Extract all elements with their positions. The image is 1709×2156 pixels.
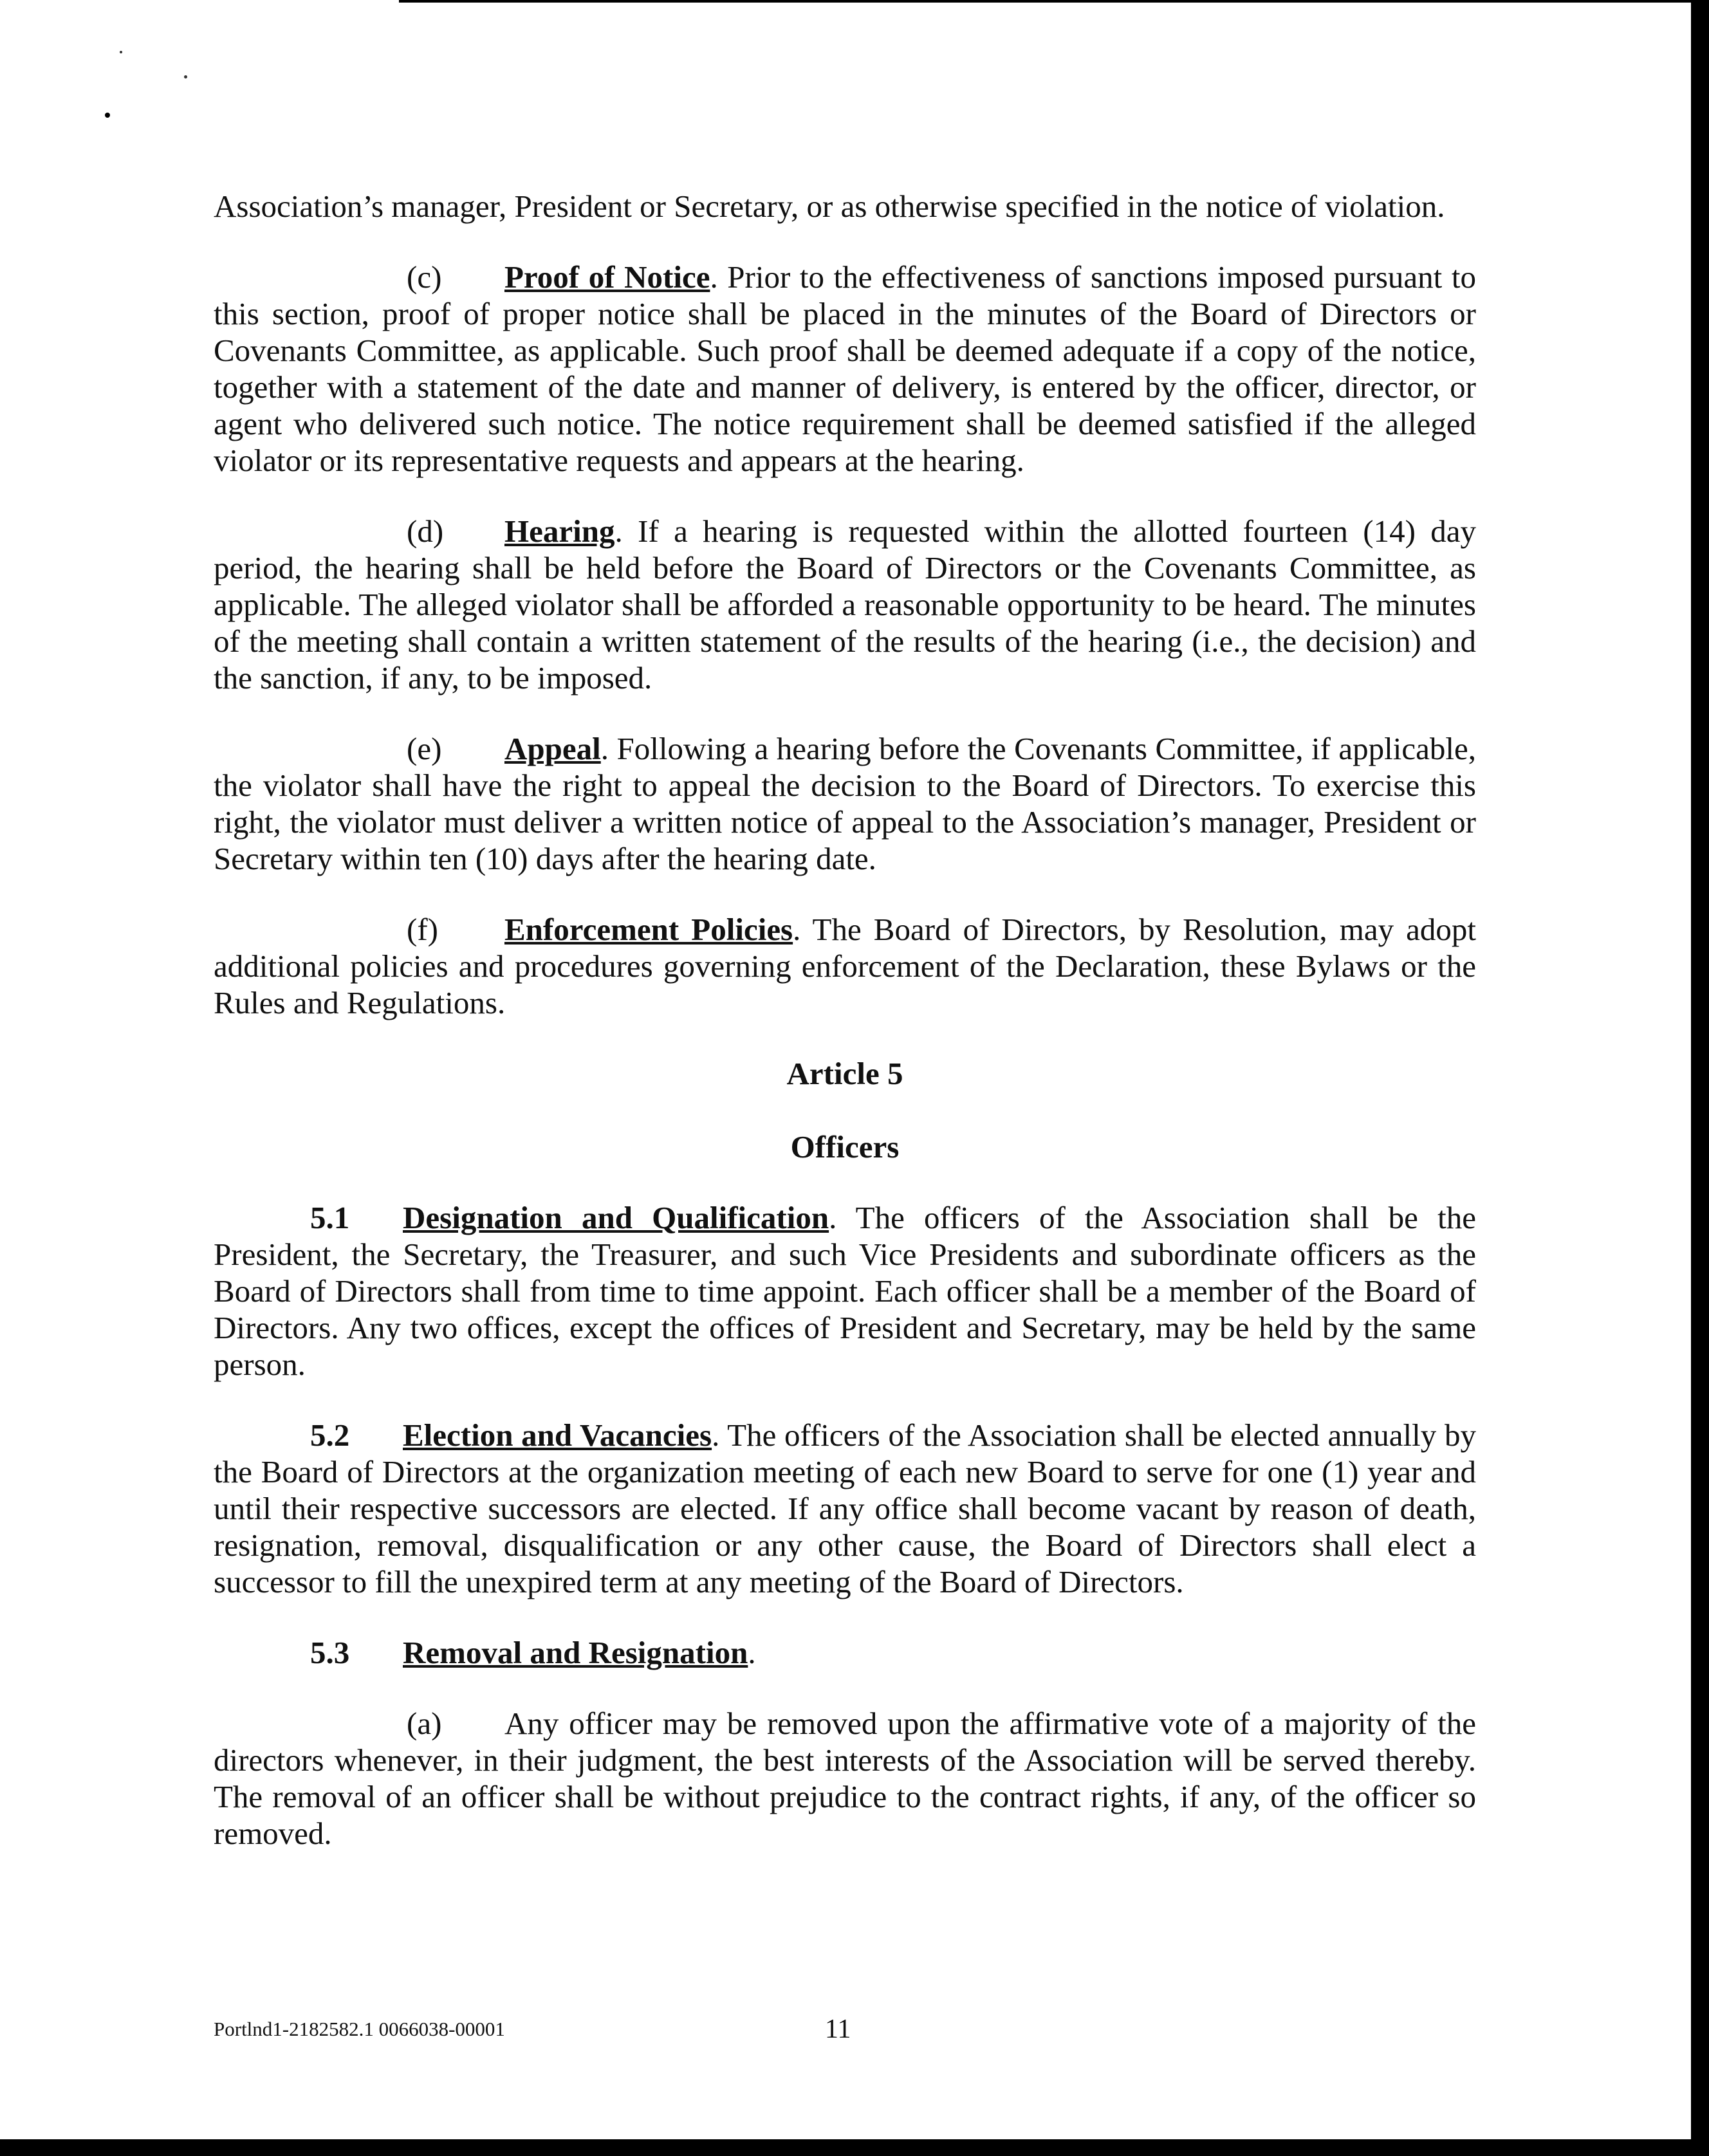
subsection-removal-a	[214, 1705, 1476, 1852]
subsection-heading: Enforcement Policies	[504, 912, 793, 947]
section-number: 5.1	[310, 1200, 350, 1235]
subsection-text: . If a hearing is requested within the allotted fourteen (14) day period, the hearing shall be held before the Board of Directors or the Covenants Committee, as applicable. The alleged violator shall be afforded a reasonable opportunity to be heard. The minutes of the meeting shall contain a written statement of the results of the hearing (i.e., the decision) and the sanction, if any, to be imposed.	[214, 513, 1476, 696]
subsection-heading: Hearing	[504, 513, 615, 549]
article-subtitle: Officers	[790, 1129, 900, 1165]
scan-border-top	[399, 0, 1709, 3]
section-heading: Election and Vacancies	[403, 1417, 712, 1453]
subsection-heading: Appeal	[504, 731, 601, 766]
subsection-hearing	[214, 513, 1476, 696]
section-designation-and-qualification	[214, 1199, 1476, 1383]
section-removal-and-resignation	[214, 1634, 1476, 1671]
subsection-enforcement-policies	[214, 911, 1476, 1021]
scan-speck	[184, 75, 187, 78]
subsection-text: . Prior to the effectiveness of sanctions imposed pursuant to this section, proof of proper notice shall be placed in the minutes of the Board of Directors or Covenants Committee, as applicable. Such proof shall be deemed adequate if a copy of the notice, together with a statement of the date and manner of delivery, is entered by the officer, director, or agent who delivered such notice. The notice requirement shall be deemed satisfied if the alleged violator or its representative requests and appears at the hearing.	[214, 259, 1477, 478]
subsection-text: . The Board of Directors, by Resolution, may adopt additional policies and procedures governing enforcement of the Declaration, these Bylaws or the Rules and Regulations.	[214, 912, 1476, 1020]
section-text: . The officers of the Association shall be the President, the Secretary, the Treasurer, and such Vice Presidents and subordinate officers as the Board of Directors shall from time to time appoint. Each officer shall be a member of the Board of Directors. Any two offices, except the offices of President and Secretary, may be held by the same person.	[214, 1200, 1476, 1382]
section-text: . The officers of the Association shall be elected annually by the Board of Directors at the organization meeting of each new Board to serve for one (1) year and until their respective successors are elected. If any office shall become vacant by reason of death, resignation, removal, disqualification or any other cause, the Board of Directors shall elect a successor to fill the unexpired term at any meeting of the Board of Directors.	[214, 1417, 1476, 1599]
section-heading: Removal and Resignation	[403, 1635, 748, 1670]
section-number: 5.3	[310, 1635, 350, 1670]
subsection-label: (a)	[407, 1706, 442, 1741]
article-title: Article 5	[786, 1056, 903, 1091]
scan-speck	[120, 51, 122, 53]
section-number: 5.2	[310, 1417, 350, 1453]
subsection-label: (f)	[407, 912, 438, 947]
subsection-text: . Following a hearing before the Covenants Committee, if applicable, the violator shall have the right to appeal the decision to the Board of Directors. To exercise this right, the violator must deliver a written notice of appeal to the Association’s manager, President or Secretary within ten (10) days after the hearing date.	[214, 731, 1476, 876]
document-body	[214, 188, 1476, 1886]
subsection-label: (d)	[407, 513, 444, 549]
subsection-label: (e)	[407, 731, 442, 766]
footer-document-id: Portlnd1-2182582.1 0066038-00001	[214, 2018, 505, 2040]
subsection-text: Any officer may be removed upon the affirmative vote of a majority of the directors whenever, in their judgment, the best interests of the Association will be served thereby. The removal of an officer shall be without prejudice to the contract rights, if any, of the officer so removed.	[214, 1706, 1476, 1851]
opening-paragraph: Association’s manager, President or Secretary, or as otherwise specified in the notice of violation.	[214, 189, 1445, 224]
section-election-and-vacancies	[214, 1417, 1476, 1600]
subsection-heading: Proof of Notice	[504, 259, 710, 295]
subsection-appeal	[214, 730, 1476, 877]
footer-page-number: 11	[825, 2014, 851, 2044]
scan-border-right	[1691, 0, 1709, 2156]
subsection-label: (c)	[407, 259, 442, 295]
scan-speck	[105, 113, 110, 118]
section-text: .	[748, 1635, 756, 1670]
section-heading: Designation and Qualification	[403, 1200, 829, 1235]
subsection-proof-of-notice	[214, 259, 1476, 479]
scan-border-bottom	[0, 2139, 1709, 2156]
